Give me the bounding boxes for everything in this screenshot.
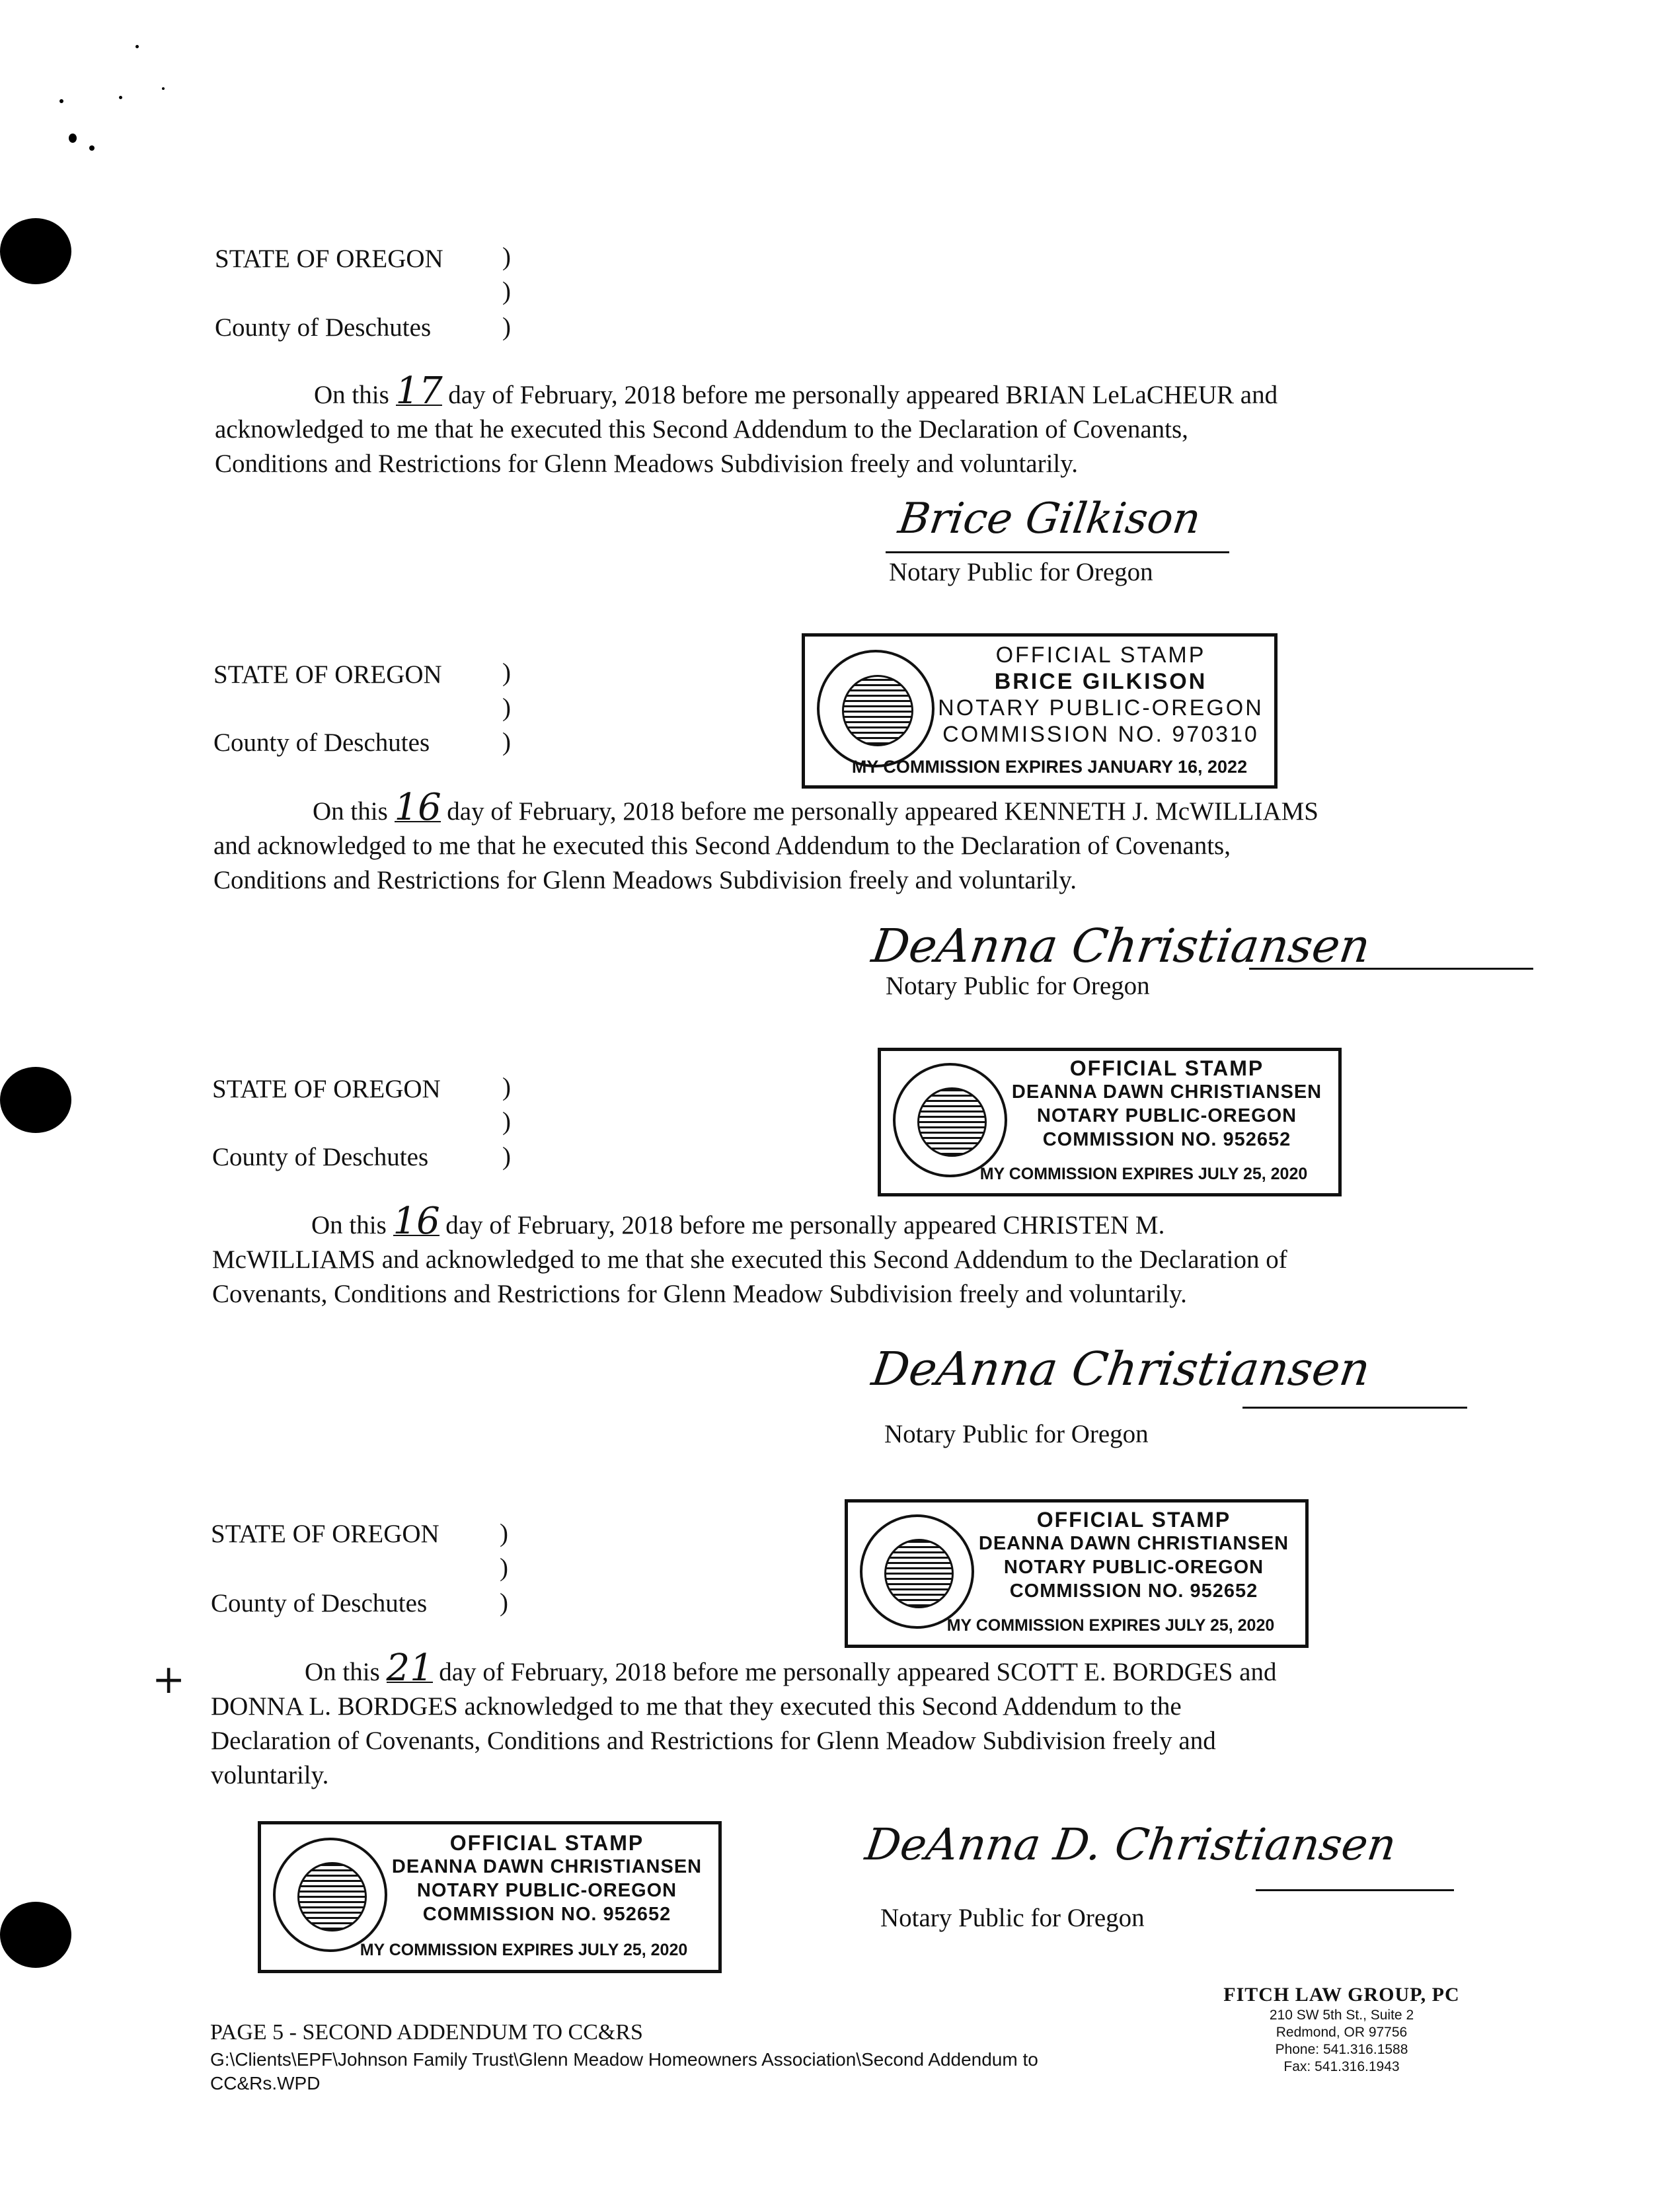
ack-prefix: On this	[311, 1211, 387, 1239]
firm-fax: Fax: 541.316.1943	[1283, 2059, 1400, 2074]
firm-block	[1203, 1983, 1480, 2076]
stamp-commission: COMMISSION NO. 952652	[1009, 1581, 1258, 1602]
paren: )	[500, 1553, 508, 1582]
venue-county: County of Deschutes	[211, 1589, 428, 1618]
acknowledgment-paragraph	[213, 786, 1469, 898]
ack-prefix: On this	[314, 381, 389, 409]
signature-line	[1242, 1407, 1467, 1409]
notary-title: Notary Public for Oregon	[884, 1420, 1149, 1448]
venue-county: County of Deschutes	[213, 728, 430, 757]
margin-check-mark: +	[152, 1657, 186, 1703]
notary-title: Notary Public for Oregon	[886, 972, 1150, 1000]
scan-speck	[162, 87, 165, 90]
stamp-expires: MY COMMISSION EXPIRES JULY 25, 2020	[360, 1941, 688, 1959]
stamp-commission: COMMISSION NO. 952652	[1042, 1129, 1291, 1150]
ack-prefix: On this	[313, 797, 388, 826]
venue-county: County of Deschutes	[215, 313, 432, 342]
stamp-title: OFFICIAL STAMP	[1036, 1508, 1231, 1532]
handwritten-day: 21	[386, 1647, 434, 1690]
paren: )	[502, 243, 511, 271]
notary-title: Notary Public for Oregon	[889, 558, 1153, 586]
venue-state: STATE OF OREGON	[211, 1520, 439, 1548]
handwritten-day: 16	[393, 1200, 440, 1243]
stamp-role: NOTARY PUBLIC-OREGON	[416, 1880, 677, 1901]
ack-line1: day of February, 2018 before me personally appeared BRIAN LeLaCHEUR and	[448, 381, 1278, 409]
ack-line2: acknowledged to me that he executed this Second Addendum to the Declaration of Covenants,	[215, 415, 1188, 444]
firm-address-line1: 210 SW 5th St., Suite 2	[1269, 2008, 1414, 2023]
notary-title: Notary Public for Oregon	[880, 1904, 1145, 1932]
scan-speck	[119, 96, 122, 99]
ack-line3: Covenants, Conditions and Restrictions for Glenn Meadow Subdivision freely and voluntarily.	[212, 1280, 1187, 1308]
stamp-title: OFFICIAL STAMP	[449, 1831, 644, 1855]
stamp-name: DEANNA DAWN CHRISTIANSEN	[1011, 1081, 1322, 1103]
firm-name: FITCH LAW GROUP, PC	[1223, 1984, 1460, 2006]
notary-stamp	[878, 1048, 1342, 1196]
ack-line1: day of February, 2018 before me personally appeared KENNETH J. McWILLIAMS	[447, 797, 1318, 826]
ack-line3: Conditions and Restrictions for Glenn Meadows Subdivision freely and voluntarily.	[213, 866, 1077, 894]
notary-signature: DeAnna Christiansen	[868, 919, 1374, 973]
oregon-seal-icon	[817, 650, 935, 767]
handwritten-day: 16	[394, 786, 441, 829]
ack-line1: day of February, 2018 before me personally appeared CHRISTEN M.	[445, 1211, 1165, 1239]
notary-signature: DeAnna Christiansen	[868, 1342, 1374, 1396]
venue-state: STATE OF OREGON	[215, 245, 443, 273]
oregon-seal-icon	[273, 1838, 387, 1952]
venue-state: STATE OF OREGON	[212, 1075, 441, 1103]
ack-line2: DONNA L. BORDGES acknowledged to me that they executed this Second Addendum to the	[211, 1692, 1182, 1721]
handwritten-day: 17	[395, 370, 443, 412]
stamp-title: OFFICIAL STAMP	[995, 643, 1206, 668]
ack-line2: McWILLIAMS and acknowledged to me that she executed this Second Addendum to the Declaration of	[212, 1245, 1287, 1274]
paren: )	[500, 1588, 508, 1617]
punch-hole-middle	[0, 1067, 71, 1133]
signature-line	[1256, 1889, 1454, 1891]
ack-line4: voluntarily.	[211, 1761, 329, 1789]
stamp-commission: COMMISSION NO. 970310	[942, 722, 1259, 747]
scan-speck	[135, 45, 139, 48]
notary-stamp	[845, 1499, 1309, 1648]
footer-path-line1: G:\Clients\EPF\Johnson Family Trust\Glenn Meadow Homeowners Association\Second Addendum to	[210, 2049, 1038, 2070]
stamp-title: OFFICIAL STAMP	[1069, 1056, 1264, 1080]
oregon-seal-icon	[893, 1063, 1007, 1177]
stamp-role: NOTARY PUBLIC-OREGON	[1036, 1105, 1297, 1126]
acknowledgment-paragraph	[215, 370, 1470, 481]
notary-signature: Brice Gilkison	[895, 494, 1204, 543]
venue-state: STATE OF OREGON	[213, 660, 442, 689]
venue-county: County of Deschutes	[212, 1143, 429, 1171]
firm-address-line2: Redmond, OR 97756	[1276, 2025, 1408, 2040]
stamp-role: NOTARY PUBLIC-OREGON	[1003, 1557, 1264, 1578]
paren: )	[500, 1519, 508, 1547]
acknowledgment-paragraph	[212, 1200, 1468, 1311]
ack-line1: day of February, 2018 before me personally appeared SCOTT E. BORDGES and	[439, 1658, 1277, 1686]
footer-file-path	[210, 2048, 1038, 2095]
notary-stamp	[258, 1821, 722, 1973]
footer-path-line2: CC&Rs.WPD	[210, 2073, 321, 2093]
footer-page-label: PAGE 5 - SECOND ADDENDUM TO CC&RS	[210, 2020, 643, 2045]
paren: )	[502, 1107, 511, 1136]
firm-phone: Phone: 541.316.1588	[1275, 2042, 1408, 2057]
paren: )	[502, 1142, 511, 1171]
stamp-commission: COMMISSION NO. 952652	[422, 1904, 671, 1925]
paren: )	[502, 693, 511, 722]
stamp-name: DEANNA DAWN CHRISTIANSEN	[978, 1533, 1289, 1554]
stamp-expires: MY COMMISSION EXPIRES JANUARY 16, 2022	[851, 757, 1248, 777]
ack-prefix: On this	[305, 1658, 380, 1686]
ack-line3: Declaration of Covenants, Conditions and Restrictions for Glenn Meadow Subdivision freely and	[211, 1727, 1216, 1755]
paren: )	[502, 728, 511, 756]
punch-hole-bottom	[0, 1902, 71, 1968]
paren: )	[502, 658, 511, 687]
stamp-expires: MY COMMISSION EXPIRES JULY 25, 2020	[946, 1616, 1275, 1635]
stamp-name: BRICE GILKISON	[994, 669, 1207, 694]
scan-speck	[89, 145, 95, 151]
stamp-name: DEANNA DAWN CHRISTIANSEN	[391, 1856, 703, 1877]
scan-speck	[59, 99, 63, 103]
notary-signature: DeAnna D. Christiansen	[862, 1819, 1400, 1870]
paren: )	[502, 1073, 511, 1101]
punch-hole-top	[0, 218, 71, 284]
notary-stamp	[802, 633, 1278, 789]
ack-line2: and acknowledged to me that he executed this Second Addendum to the Declaration of Covenants,	[213, 832, 1231, 860]
paren: )	[502, 277, 511, 305]
stamp-role: NOTARY PUBLIC-OREGON	[938, 695, 1264, 721]
oregon-seal-icon	[860, 1514, 974, 1629]
paren: )	[502, 313, 511, 341]
stamp-expires: MY COMMISSION EXPIRES JULY 25, 2020	[979, 1165, 1308, 1183]
acknowledgment-paragraph	[211, 1647, 1467, 1793]
signature-line	[886, 551, 1229, 553]
scan-speck	[69, 134, 77, 143]
signature-line	[1249, 968, 1533, 970]
ack-line3: Conditions and Restrictions for Glenn Meadows Subdivision freely and voluntarily.	[215, 449, 1078, 478]
